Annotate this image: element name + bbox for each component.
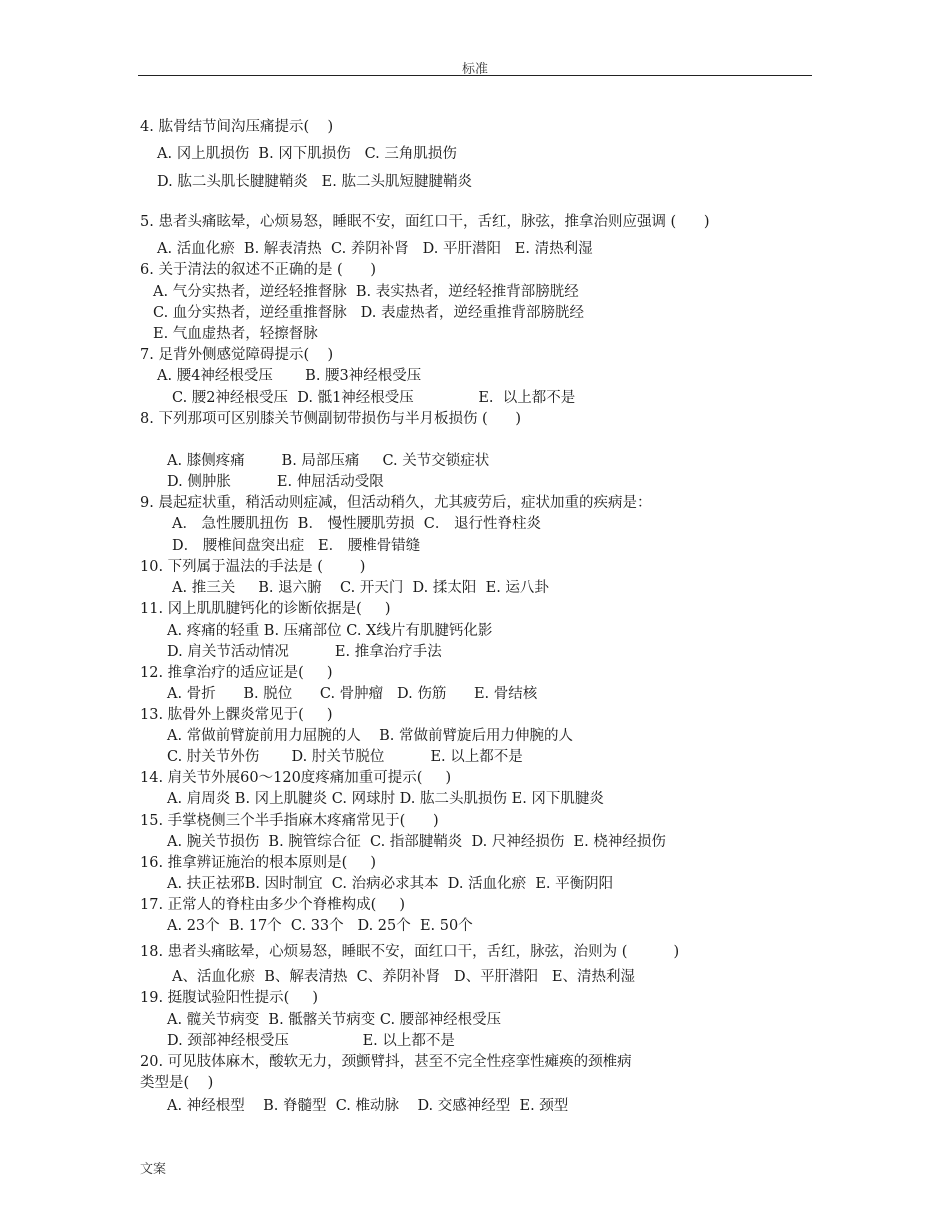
question-17-options: A. 23个 B. 17个 C. 33个 D. 25个 E. 50个 bbox=[167, 918, 473, 934]
question-19-options-1: A. 髋关节病变 B. 骶髂关节病变 C. 腰部神经根受压 bbox=[167, 1012, 502, 1028]
question-14-options: A. 肩周炎 B. 冈上肌腱炎 C. 网球肘 D. 肱二头肌损伤 E. 冈下肌腱炎 bbox=[167, 791, 604, 807]
question-7: 7. 足背外侧感觉障碍提示( ) bbox=[140, 347, 334, 363]
question-8-options-2: D. 侧肿胀 E. 伸屈活动受限 bbox=[167, 474, 384, 490]
question-8-options-1: A. 膝侧疼痛 B. 局部压痛 C. 关节交锁症状 bbox=[167, 453, 490, 469]
question-4: 4. 肱骨结节间沟压痛提示( ) bbox=[140, 119, 334, 135]
question-10: 10. 下列属于温法的手法是 ( ) bbox=[140, 559, 366, 575]
question-9-options-2: D． 腰椎间盘突出症 E． 腰椎骨错缝 bbox=[172, 538, 421, 554]
question-20: 20. 可见肢体麻木，酸软无力，颈颤臂抖，甚至不完全性痉挛性瘫痪的颈椎病 bbox=[140, 1054, 632, 1070]
question-9-options-1: A． 急性腰肌扭伤 B． 慢性腰肌劳损 C． 退行性脊柱炎 bbox=[172, 516, 541, 532]
header-divider bbox=[138, 75, 812, 76]
question-13-options-2: C. 肘关节外伤 D. 肘关节脱位 E. 以上都不是 bbox=[167, 749, 523, 765]
question-7-options-2: C. 腰2神经根受压 D. 骶1神经根受压 E. 以上都不是 bbox=[172, 390, 576, 406]
question-11-options-2: D. 肩关节活动情况 E. 推拿治疗手法 bbox=[167, 644, 442, 660]
question-15-options: A. 腕关节损伤 B. 腕管综合征 C. 指部腱鞘炎 D. 尺神经损伤 E. 桡神经损伤 bbox=[167, 834, 666, 850]
question-12-options: A. 骨折 B. 脱位 C. 骨肿瘤 D. 伤筋 E. 骨结核 bbox=[167, 686, 538, 702]
question-16: 16. 推拿辨证施治的根本原则是( ) bbox=[140, 855, 377, 871]
page-header: 标准 bbox=[461, 62, 488, 77]
question-19: 19. 挺腹试验阳性提示( ) bbox=[140, 990, 319, 1006]
question-6-options-1: A. 气分实热者，逆经轻推督脉 B. 表实热者，逆经轻推背部膀胱经 bbox=[153, 284, 579, 300]
question-14: 14. 肩关节外展60～120度疼痛加重可提示( ) bbox=[140, 770, 452, 786]
question-11: 11. 冈上肌肌腱钙化的诊断依据是( ) bbox=[140, 601, 391, 617]
question-20-continuation: 类型是( ) bbox=[140, 1075, 214, 1091]
question-5: 5. 患者头痛眩晕，心烦易怒，睡眠不安，面红口干，舌红，脉弦，推拿治则应强调 ( ) bbox=[140, 214, 710, 230]
page-footer: 文案 bbox=[140, 1162, 167, 1177]
question-5-options: A. 活血化瘀 B. 解表清热 C. 养阴补肾 D. 平肝潜阳 E. 清热利湿 bbox=[157, 241, 593, 257]
question-6-options-2: C. 血分实热者，逆经重推督脉 D. 表虚热者，逆经重推背部膀胱经 bbox=[153, 305, 584, 321]
question-4-options-1: A. 冈上肌损伤 B. 冈下肌损伤 C. 三角肌损伤 bbox=[157, 146, 457, 162]
question-13: 13. 肱骨外上髁炎常见于( ) bbox=[140, 707, 333, 723]
question-16-options: A. 扶正祛邪B. 因时制宜 C. 治病必求其本 D. 活血化瘀 E. 平衡阴阳 bbox=[167, 876, 614, 892]
question-7-options-1: A. 腰4神经根受压 B. 腰3神经根受压 bbox=[157, 368, 422, 384]
question-8: 8. 下列那项可区别膝关节侧副韧带损伤与半月板损伤 ( ) bbox=[140, 411, 522, 427]
question-6-options-3: E. 气血虚热者，轻擦督脉 bbox=[153, 326, 318, 342]
question-17: 17. 正常人的脊柱由多少个脊椎构成( ) bbox=[140, 897, 406, 913]
question-13-options-1: A. 常做前臂旋前用力屈腕的人 B. 常做前臂旋后用力伸腕的人 bbox=[167, 728, 573, 744]
question-11-options-1: A. 疼痛的轻重 B. 压痛部位 C. X线片有肌腱钙化影 bbox=[167, 623, 493, 639]
question-9: 9. 晨起症状重，稍活动则症减，但活动稍久，尤其疲劳后，症状加重的疾病是： bbox=[140, 495, 652, 511]
question-6: 6. 关于清法的叙述不正确的是 ( ) bbox=[140, 262, 377, 278]
question-10-options: A. 推三关 B. 退六腑 C. 开天门 D. 揉太阳 E. 运八卦 bbox=[172, 580, 549, 596]
question-12: 12. 推拿治疗的适应证是( ) bbox=[140, 665, 333, 681]
question-19-options-2: D. 颈部神经根受压 E. 以上都不是 bbox=[167, 1033, 455, 1049]
question-18: 18. 患者头痛眩晕，心烦易怒，睡眠不安，面红口干，舌红，脉弦，治则为 ( ) bbox=[140, 944, 680, 960]
question-20-options: A. 神经根型 B. 脊髓型 C. 椎动脉 D. 交感神经型 E. 颈型 bbox=[167, 1098, 569, 1114]
question-18-options: A、活血化瘀 B、解表清热 C、养阴补肾 D、平肝潜阳 E、清热利湿 bbox=[172, 969, 636, 985]
question-15: 15. 手掌桡侧三个半手指麻木疼痛常见于( ) bbox=[140, 813, 439, 829]
question-4-options-2: D. 肱二头肌长腱腱鞘炎 E. 肱二头肌短腱腱鞘炎 bbox=[157, 174, 472, 190]
